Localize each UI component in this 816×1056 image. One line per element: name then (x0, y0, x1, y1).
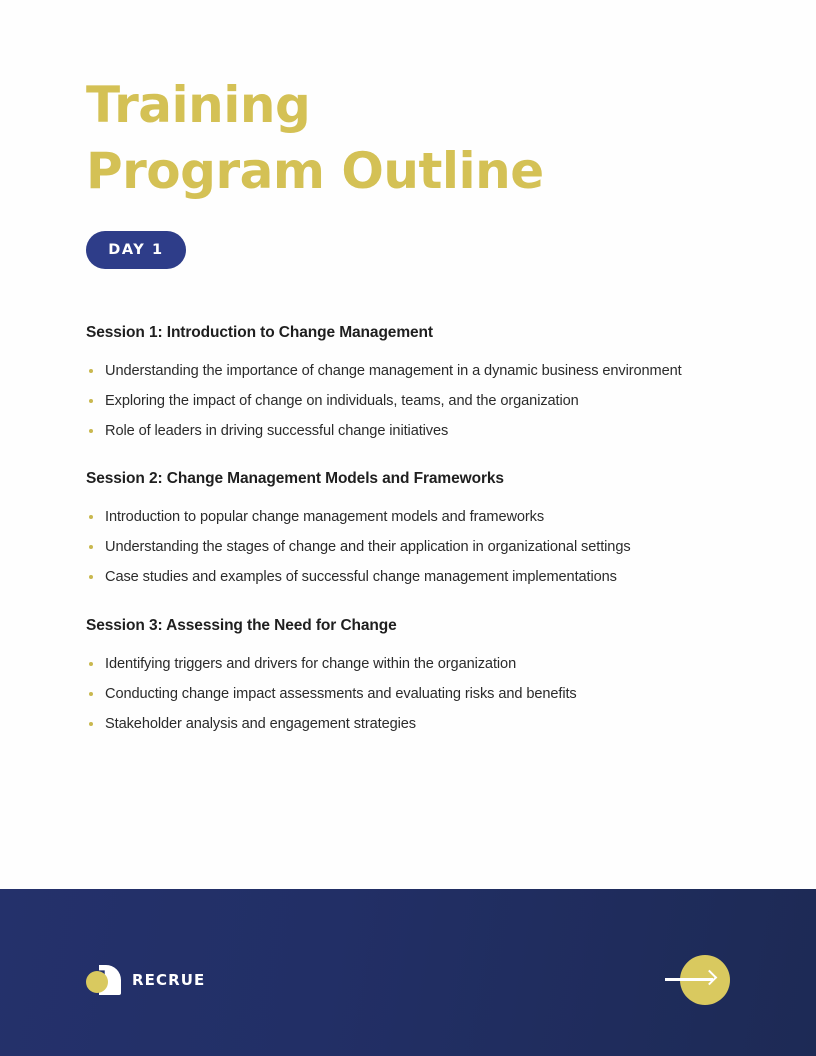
session-title-1: Session 1: Introduction to Change Management (86, 324, 433, 341)
list-item (86, 681, 736, 707)
bullet-dot-icon (89, 429, 93, 433)
list-item-text: Understanding the importance of change management in a dynamic business environment (105, 363, 682, 379)
page-title (86, 72, 736, 204)
bullet-dot-icon (89, 575, 93, 579)
session-title-2: Session 2: Change Management Models and Frameworks (86, 470, 504, 487)
session-block-3 (86, 615, 736, 737)
list-item-text: Role of leaders in driving successful change initiatives (105, 423, 449, 439)
list-item (86, 418, 736, 444)
session-bullets-2 (86, 504, 736, 590)
session-block-2 (86, 468, 736, 590)
list-item-text: Identifying triggers and drivers for change within the organization (105, 656, 517, 672)
bullet-dot-icon (89, 662, 93, 666)
list-item (86, 388, 736, 414)
session-bullets-1 (86, 358, 736, 444)
brand-logo (86, 965, 205, 995)
list-item (86, 504, 736, 530)
sessions-list (86, 322, 736, 737)
day-badge: DAY 1 (86, 231, 186, 269)
document-header (86, 72, 736, 204)
next-page-button[interactable] (664, 955, 730, 1005)
list-item-text: Stakeholder analysis and engagement strategies (105, 716, 416, 732)
list-item-text: Case studies and examples of successful change management implementations (105, 569, 617, 585)
recrue-logo-icon (86, 965, 122, 995)
list-item-text: Conducting change impact assessments and evaluating risks and benefits (105, 686, 577, 702)
session-title-3: Session 3: Assessing the Need for Change (86, 617, 397, 634)
bullet-dot-icon (89, 545, 93, 549)
list-item (86, 711, 736, 737)
list-item (86, 534, 736, 560)
list-item-text: Understanding the stages of change and their application in organizational settings (105, 539, 631, 555)
bullet-dot-icon (89, 515, 93, 519)
list-item-text: Introduction to popular change management models and frameworks (105, 509, 545, 525)
list-item (86, 564, 736, 590)
list-item (86, 358, 736, 384)
page-title-line-2: Program Outline (86, 142, 544, 200)
page-title-line-1: Training (86, 76, 311, 134)
logo-mark-circle (86, 971, 108, 993)
bullet-dot-icon (89, 369, 93, 373)
brand-name: RECRUE (132, 971, 206, 989)
list-item-text: Exploring the impact of change on individuals, teams, and the organization (105, 393, 579, 409)
bullet-dot-icon (89, 399, 93, 403)
bullet-dot-icon (89, 722, 93, 726)
session-block-1 (86, 322, 736, 444)
list-item (86, 651, 736, 677)
bullet-dot-icon (89, 692, 93, 696)
session-bullets-3 (86, 651, 736, 737)
